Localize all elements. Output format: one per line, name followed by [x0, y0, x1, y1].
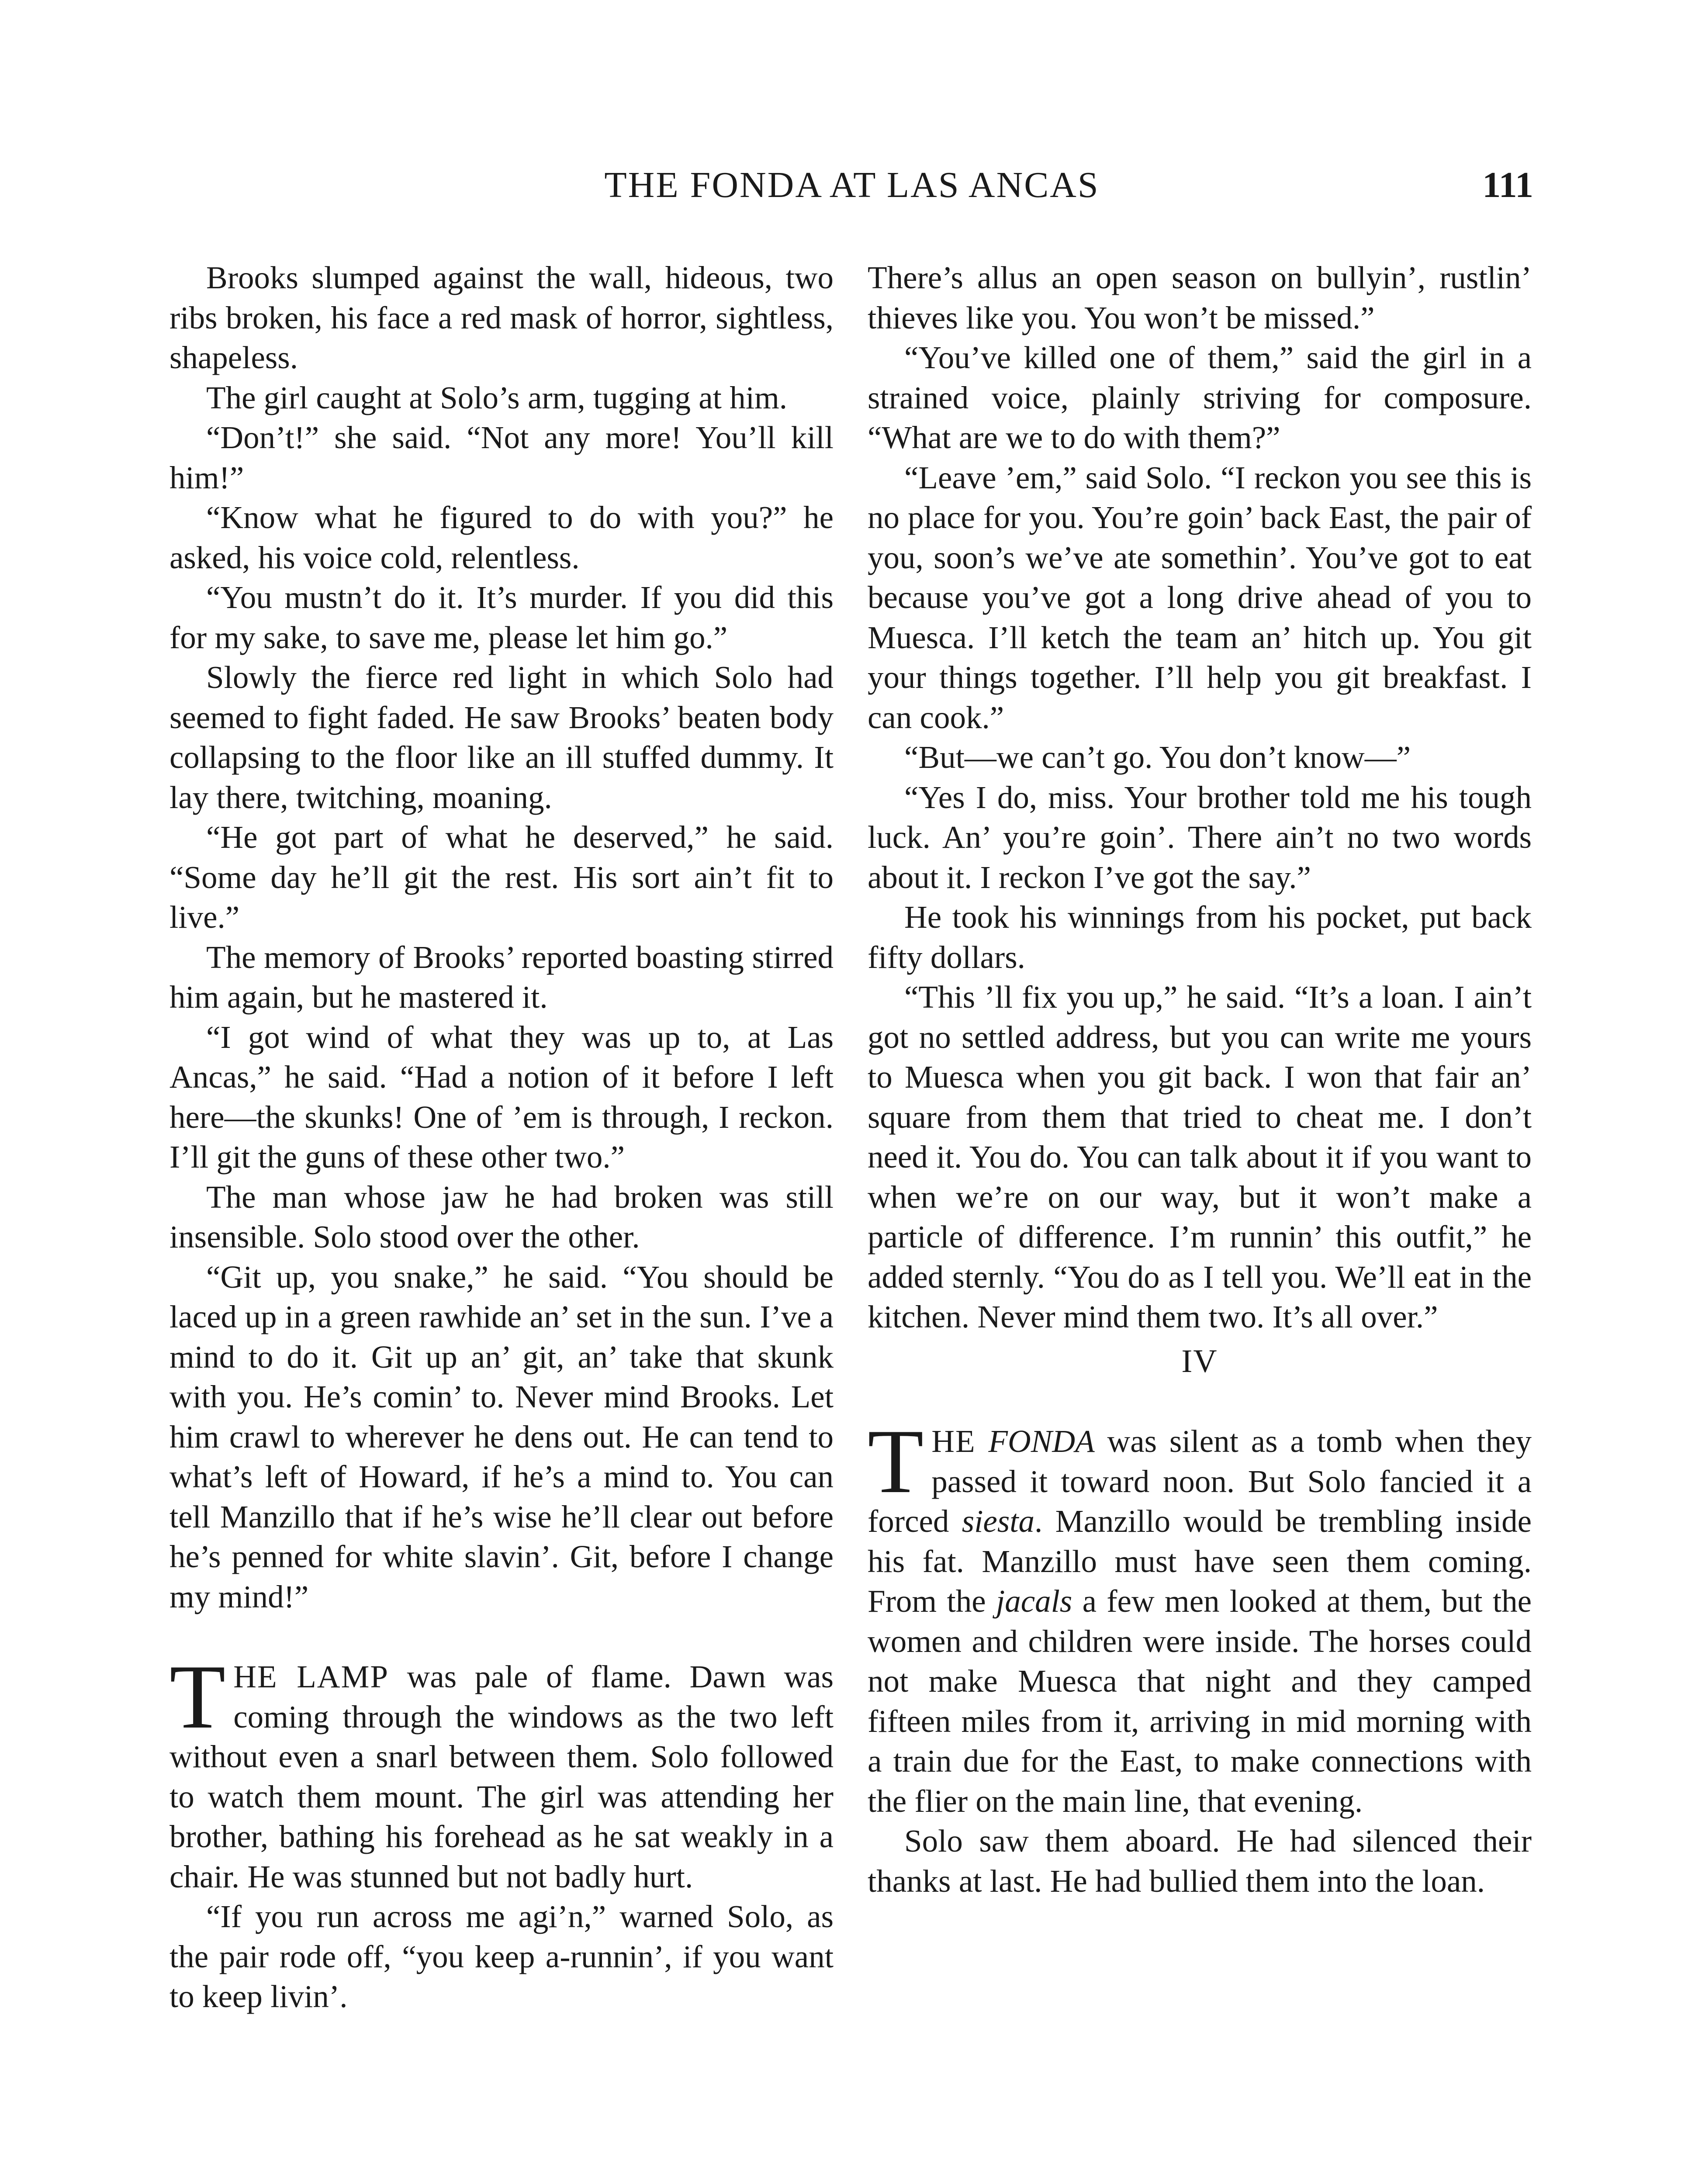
paragraph: “You mustn’t do it. It’s murder. If you did this for my sake, to save me, please let him go.” — [170, 580, 834, 655]
running-head-title: THE FONDA AT LAS ANCAS — [604, 165, 1100, 205]
paragraph-text: a few men looked at them, but the women and children were inside. The horses could not make Muesca that night and they camped fifteen miles from it, arriving in mid morning with a train due for the East, to make connections with the flier on the main line, that evening. — [868, 1583, 1532, 1819]
paragraph: “Yes I do, miss. Your brother told me his tough luck. An’ you’re goin’. There ain’t no two words about it. I reckon I’ve got the say.” — [868, 779, 1532, 895]
paragraph: “If you run across me agi’n,” warned Solo, as the pair rode off, “you keep a-runnin’, if you want to keep livin’. — [170, 1899, 834, 2014]
paragraph-text: was pale of flame. Dawn was coming through the windows as the two left without even a snarl between them. Solo followed to watch them mount. The girl was attending her brother, bathing his forehead as he sat weakly in a chair. He was stunned but not badly hurt. — [170, 1659, 834, 1894]
paragraph: “Don’t!” she said. “Not any more! You’ll kill him!” — [170, 420, 834, 495]
drop-cap: T — [170, 1646, 226, 1748]
paragraph: The girl caught at Solo’s arm, tugging at him. — [206, 380, 788, 415]
paragraph: Solo saw them aboard. He had silenced their thanks at last. He had bullied them into the loan. — [868, 1823, 1532, 1899]
section-opening-paragraph — [868, 1411, 1532, 1821]
italic-word: jacals — [996, 1583, 1072, 1619]
paragraph-text: was silent as a tomb when they passed it toward noon. But Solo fancied it a forced — [868, 1424, 1532, 1539]
page-number: 111 — [1482, 165, 1533, 205]
paragraph: “I got wind of what they was up to, at Las Ancas,” he said. “Had a notion of it before I left here—the skunks! One of ’em is through, I reckon. I’ll git the guns of these other two.” — [170, 1019, 834, 1175]
paragraph: Brooks slumped against the wall, hideous, two ribs broken, his face a red mask of horror, sightless, shapeless. — [170, 260, 834, 375]
paragraph: “Git up, you snake,” he said. “You should be laced up in a green rawhide an’ set in the sun. I’ve a mind to do it. Git up an’ git, an’ take that skunk with you. He’s comin’ to. Never mind Brooks. Let him crawl to wherever he dens out. He can tend to what’s left of Howard, if he’s a mind to. You can tell Manzillo that if he’s wise he’ll clear out before he’s penned for white slavin’. Git, before I change my mind!” — [170, 1259, 834, 1614]
paragraph: Slowly the fierce red light in which Solo had seemed to fight faded. He saw Brooks’ beaten body collapsing to the floor like an ill stuffed dummy. It lay there, twitching, moaning. — [170, 660, 834, 815]
paragraph: The memory of Brooks’ reported boasting stirred him again, but he mastered it. — [170, 939, 834, 1015]
paragraph: “You’ve killed one of them,” said the girl in a strained voice, plainly striving for composure. “What are we to do with them?” — [868, 340, 1532, 455]
paragraph: “But—we can’t go. You don’t know—” — [904, 740, 1411, 775]
left-text-column — [170, 258, 834, 2017]
paragraph: “He got part of what he deserved,” he said. “Some day he’ll git the rest. His sort ain’t fit to live.” — [170, 819, 834, 935]
italic-word: FONDA — [988, 1424, 1095, 1459]
paragraph: “Leave ’em,” said Solo. “I reckon you see this is no place for you. You’re goin’ back East, the pair of you, soon’s we’ve ate somethin’. You’ve got to eat because you’ve got a long drive ahead of you to Muesca. I’ll ketch the team an’ hitch up. You git your things together. I’ll help you git breakfast. I can cook.” — [868, 460, 1532, 735]
paragraph: He took his winnings from his pocket, put back fifty dollars. — [868, 899, 1532, 975]
section-heading: IV — [1181, 1343, 1218, 1379]
right-text-column — [868, 258, 1532, 1901]
paragraph: The man whose jaw he had broken was still insensible. Solo stood over the other. — [170, 1179, 834, 1254]
lead-in-caps: HE — [931, 1424, 976, 1459]
section-opening-paragraph — [170, 1646, 834, 1897]
section-break — [170, 1617, 834, 1657]
paragraph-text: . Manzillo would be trembling inside his fat. Manzillo must have seen them coming. From the — [868, 1503, 1532, 1619]
paragraph-continued: There’s allus an open season on bullyin’, rustlin’ thieves like you. You won’t be missed.” — [868, 260, 1532, 335]
drop-cap: T — [868, 1411, 924, 1512]
italic-word: siesta — [962, 1503, 1035, 1539]
paragraph: “Know what he figured to do with you?” he asked, his voice cold, relentless. — [170, 500, 834, 575]
lead-in-caps: HE LAMP — [233, 1659, 389, 1694]
paragraph: “This ’ll fix you up,” he said. “It’s a loan. I ain’t got no settled address, but you can write me yours to Muesca when you git back. I won that fair an’ square from them that tried to cheat me. I don’t need it. You do. You can talk about it if you want to when we’re on our way, but it won’t make a particle of difference. I’m runnin’ this outfit,” he added sternly. “You do as I tell you. We’ll eat in the kitchen. Never mind them two. It’s all over.” — [868, 979, 1532, 1334]
